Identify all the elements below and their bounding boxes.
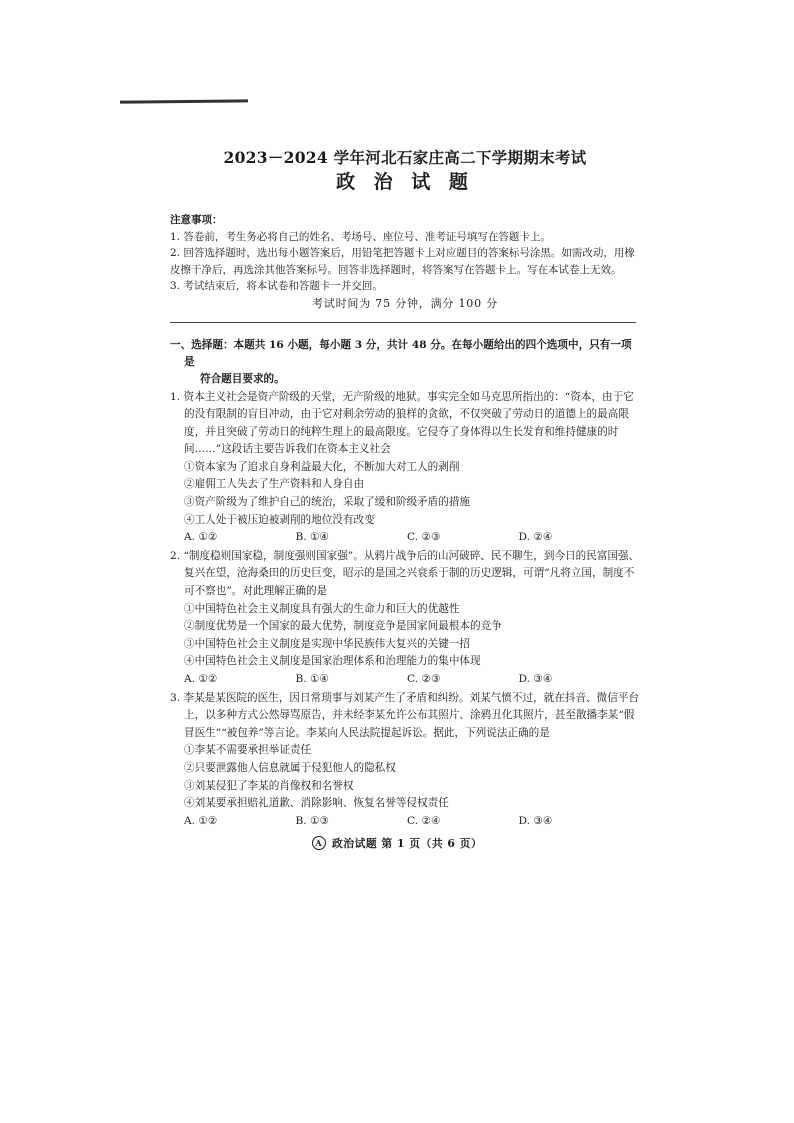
- choice-b: B. ①④: [295, 673, 330, 685]
- notice-item: 1. 答卷前，考生务必将自己的姓名、考场号、座位号、准考证号填写在答题卡上。: [170, 230, 551, 243]
- notice-item: 2. 回答选择题时，选出每小题答案后，用铅笔把答题卡上对应题目的答案标号涂黑。如需改动，用橡皮擦干净后，再选涂其他答案标号。回答非选择题时，将答案写在答题卡上。写在本试卷上无效。: [170, 247, 635, 276]
- exam-page: [170, 148, 640, 830]
- exam-time: 考试时间为 75 分钟，满分 100 分: [312, 296, 498, 310]
- question-option: ①中国特色社会主义制度具有强大的生命力和巨大的优越性: [184, 602, 460, 615]
- notice-block: [170, 212, 640, 312]
- question-3: [170, 690, 640, 831]
- version-badge: A: [312, 836, 326, 850]
- question-option: ③资产阶级为了维护自己的统治，采取了缓和阶级矛盾的措施: [184, 496, 471, 509]
- choice-d: D. ③④: [518, 814, 553, 827]
- question-option: ④刘某要承担赔礼道歉、消除影响、恢复名誉等侵权责任: [184, 797, 449, 810]
- choice-a: A. ①②: [184, 673, 218, 685]
- choice-a: A. ①②: [184, 531, 218, 544]
- exam-subtitle: 政 治 试 题: [336, 171, 474, 193]
- choice-b: B. ①③: [295, 814, 330, 827]
- question-option: ①资本家为了追求自身利益最大化，不断加大对工人的剥削: [184, 460, 460, 473]
- choice-d: D. ②④: [518, 531, 553, 544]
- divider: [170, 322, 636, 323]
- question-stem: 2. “制度稳则国家稳，制度强则国家强”。从鸦片战争后的山河破碎、民不聊生，到今日的民富国强、复兴在望，沧海桑田的历史巨变，昭示的是国之兴衰系于制的历史逻辑，可谓“凡将立国，制度不可不察也”。对此理解正确的是: [170, 549, 640, 598]
- question-option: ②只要泄露他人信息就属于侵犯他人的隐私权: [184, 761, 396, 774]
- question-1: [170, 389, 640, 547]
- question-option: ①李某不需要承担举证责任: [184, 744, 312, 757]
- exam-title: 2023－2024 学年河北石家庄高二下学期期末考试: [223, 148, 587, 167]
- section-heading-line2: 符合题目要求的。: [200, 372, 285, 385]
- question-option: ②制度优势是一个国家的最大优势，制度竞争是国家间最根本的竞争: [184, 620, 502, 633]
- choice-c: C. ②③: [407, 531, 441, 544]
- question-option: ④工人处于被压迫被剥削的地位没有改变: [184, 513, 375, 526]
- answer-choices: [184, 529, 630, 547]
- question-option: ④中国特色社会主义制度是国家治理体系和治理能力的集中体现: [184, 655, 481, 668]
- answer-choices: [184, 671, 630, 689]
- choice-d: D. ③④: [518, 673, 553, 685]
- question-2: [170, 548, 640, 689]
- choice-c: C. ②④: [407, 814, 441, 827]
- notice-item: 3. 考试结束后，将本试卷和答题卡一并交回。: [170, 280, 383, 292]
- section-heading: [170, 337, 640, 388]
- notice-heading: 注意事项：: [170, 214, 223, 226]
- question-option: ②雇佣工人失去了生产资料和人身自由: [184, 478, 365, 491]
- section-heading-line1: 一、选择题：本题共 16 小题，每小题 3 分，共计 48 分。在每小题给出的四个选项中，只有一项是: [170, 338, 632, 368]
- question-option: ③中国特色社会主义制度是实现中华民族伟大复兴的关键一招: [184, 637, 471, 650]
- choice-c: C. ②③: [407, 673, 441, 685]
- question-option: ③刘某侵犯了李某的肖像权和名誉权: [184, 779, 354, 792]
- scan-edge-mark: [120, 99, 248, 103]
- choice-a: A. ①②: [184, 814, 218, 827]
- page-footer: [0, 836, 794, 851]
- question-stem: 3. 李某是某医院的医生，因日常琐事与刘某产生了矛盾和纠纷。刘某气愤不过，就在抖音、微信平台上，以多种方式公然辱骂原告，并未经李某允许公布其照片、涂鸦丑化其照片，甚至散播李某“假冒医生”“被包养”等言论。李某向人民法院提起诉讼。据此，下列说法正确的是: [170, 691, 640, 739]
- question-stem: 1. 资本主义社会是资产阶级的天堂，无产阶级的地狱。事实完全如马克思所指出的：“资本，由于它的没有限制的盲目冲动，由于它对剩余劳动的狼样的贪欲，不仅突破了劳动日的道德上的最高限度，并且突破了劳动日的纯粹生理上的最高限度。它侵夺了身体得以生长发育和维持健康的时间……”这段话主要告诉我们在资本主义社会: [170, 390, 634, 456]
- choice-b: B. ①④: [295, 531, 330, 544]
- answer-choices: [184, 813, 630, 831]
- page-number: 政治试题 第 1 页（共 6 页）: [331, 837, 483, 850]
